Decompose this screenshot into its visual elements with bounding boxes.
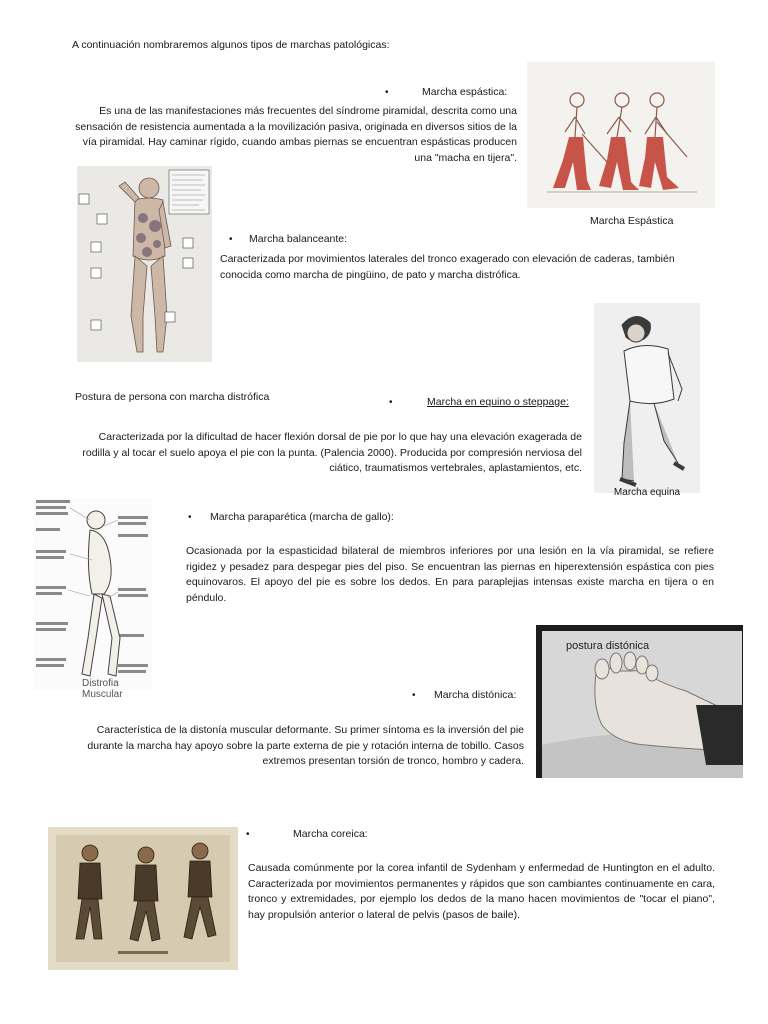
paraparetica-body: Ocasionada por la espasticidad bilateral de miembros inferiores por una lesión en la vía piramidal, se refiere rigidez y pesadez para despegar pies del piso. Se encuentran las piernas en hiperextensión espástica con pies equinovaros. El apoyo del pie es sobre los dedos. En para paraplejias intensas existe marcha en tijera o en péndulo. [186, 545, 714, 604]
paraparetica-heading: Marcha paraparética (marcha de gallo): [210, 511, 394, 523]
distonica-body: Característica de la distonía muscular deformante. Su primer síntoma es la inversión del pie durante la marcha hay apoyo sobre la parte externa de pie y rotación interna de tobillo. Casos extremos presentan torsión de tronco, hombro y cadera. [87, 724, 524, 767]
distonica-image [536, 625, 743, 778]
espastica-body: Es una de las manifestaciones más frecuentes del síndrome piramidal, descrita como una sensación de resistencia aumentada a la movilización pasiva, originada en diversos sitios de la vía piramidal. Hay caminar rígido, cuando ambas piernas se encuentran espásticas producen una "macha en tijera". [75, 105, 517, 164]
distonica-image-label: postura distónica [566, 640, 650, 652]
paraparetica-image [34, 498, 152, 700]
bullet-icon: • [246, 829, 250, 840]
coreica-heading: Marcha coreica: [293, 828, 368, 840]
bullet-icon: • [188, 512, 192, 523]
bullet-icon: • [229, 234, 233, 245]
coreica-body: Causada comúnmente por la corea infantil de Sydenham y enfermedad de Huntington en el adulto. Caracterizada por movimientos permanentes y rápidos que son cambiantes continuamente en cara, tronco y extremidades, por ejemplo los dedos de la mano hacen movimientos de "tocar el piano", hay propulsión anterior o lateral de pelvis (pasos de baile). [248, 862, 715, 921]
bullet-icon: • [385, 87, 389, 98]
balanceante-heading: Marcha balanceante: [249, 233, 348, 245]
balanceante-caption: Postura de persona con marcha distrófica [75, 391, 270, 403]
equino-caption: Marcha equina [613, 487, 681, 498]
equino-heading: Marcha en equino o steppage: [427, 396, 569, 408]
espastica-heading: Marcha espástica: [422, 86, 508, 98]
balanceante-body: Caracterizada por movimientos laterales del tronco exagerado con elevación de caderas, también conocida como marcha de pingüino, de pato y marcha distrófica. [220, 253, 675, 281]
equino-image [594, 303, 700, 493]
intro-text: A continuación nombraremos algunos tipos de marchas patológicas: [72, 39, 390, 51]
paraparetica-image-text: Distrofia Muscular [82, 678, 123, 700]
distonica-heading: Marcha distónica: [434, 689, 517, 701]
espastica-caption: Marcha Espástica [590, 215, 674, 227]
equino-body: Caracterizada por la dificultad de hacer flexión dorsal de pie por lo que hay una elevación exagerada de rodilla y al tocar el suelo apoya el pie con la punta. (Palencia 2000). Producida por compresión nerviosa del ciático, traumatismos vertebrales, aplastamientos, etc. [82, 431, 582, 474]
balanceante-image [77, 166, 212, 362]
coreica-image [48, 827, 238, 970]
espastica-image [527, 62, 715, 208]
bullet-icon: • [389, 397, 393, 408]
bullet-icon: • [412, 690, 416, 701]
